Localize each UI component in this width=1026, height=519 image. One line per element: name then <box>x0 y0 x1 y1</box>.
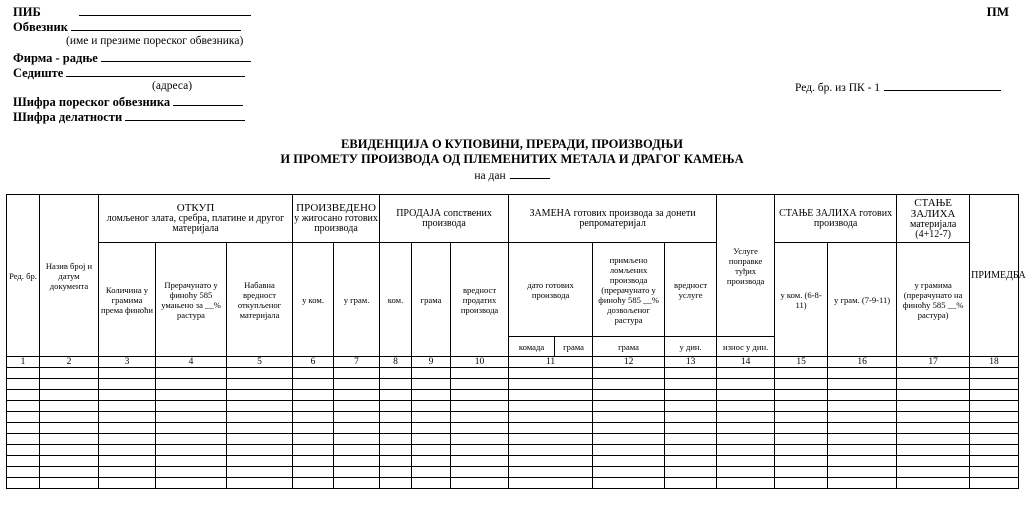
table-cell[interactable] <box>451 401 509 412</box>
table-cell[interactable] <box>380 401 412 412</box>
header-proizvedeno-kom: у ком. <box>293 243 334 357</box>
table-cell[interactable] <box>509 390 593 401</box>
header-nabavna: Набавна вредност откупљеног материјала <box>227 243 293 357</box>
column-numbers-row <box>7 357 1019 368</box>
table-cell[interactable] <box>156 434 227 445</box>
col-number: 14 <box>717 357 775 368</box>
table-cell[interactable] <box>293 445 334 456</box>
table-cell[interactable] <box>897 368 970 379</box>
table-cell[interactable] <box>412 368 451 379</box>
header-stanje-gram: у грам. (7-9-11) <box>828 243 897 357</box>
col-number: 18 <box>970 357 1019 368</box>
table-cell[interactable] <box>380 423 412 434</box>
table-cell[interactable] <box>665 478 717 489</box>
table-cell[interactable] <box>775 412 828 423</box>
table-row <box>7 445 1019 456</box>
header-otkup <box>99 195 293 243</box>
table-cell[interactable] <box>665 390 717 401</box>
table-cell[interactable] <box>828 401 897 412</box>
table-row <box>7 456 1019 467</box>
table-cell[interactable] <box>40 445 99 456</box>
table-cell[interactable] <box>775 390 828 401</box>
form-code: ПМ <box>986 4 1009 19</box>
proizvedeno-sub: у жигосано готових производа <box>294 213 378 234</box>
table-cell[interactable] <box>293 390 334 401</box>
pib-label: ПИБ <box>13 5 41 19</box>
table-cell[interactable] <box>775 423 828 434</box>
table-cell[interactable] <box>717 401 775 412</box>
table-cell[interactable] <box>897 412 970 423</box>
table-cell[interactable] <box>380 379 412 390</box>
table-cell[interactable] <box>828 423 897 434</box>
na-dan-input-line[interactable] <box>510 167 550 179</box>
table-cell[interactable] <box>227 456 293 467</box>
table-cell[interactable] <box>412 467 451 478</box>
table-cell[interactable] <box>293 379 334 390</box>
table-cell[interactable] <box>156 412 227 423</box>
table-row <box>7 379 1019 390</box>
table-cell[interactable] <box>412 478 451 489</box>
table-cell[interactable] <box>775 379 828 390</box>
header-prodaja: ПРОДАЈА сопствених производа <box>380 195 509 243</box>
table-cell[interactable] <box>156 445 227 456</box>
table-cell[interactable] <box>593 467 665 478</box>
table-cell[interactable] <box>293 478 334 489</box>
table-cell[interactable] <box>99 379 156 390</box>
table-cell[interactable] <box>897 478 970 489</box>
header-primedba: ПРИМЕДБА <box>970 195 1019 357</box>
table-cell[interactable] <box>970 401 1019 412</box>
table-cell[interactable] <box>334 379 380 390</box>
table-cell[interactable] <box>156 401 227 412</box>
sediste-label: Седиште <box>13 66 64 80</box>
proizvedeno-title: ПРОИЗВЕДЕНО <box>296 202 376 214</box>
table-cell[interactable] <box>227 401 293 412</box>
table-cell[interactable] <box>334 368 380 379</box>
header-u-gramima: у грамима (прерачунато на финоћу 585 __% растура) <box>897 243 970 357</box>
table-cell[interactable] <box>451 434 509 445</box>
sifra-delatnosti-field[interactable] <box>13 109 245 125</box>
header-stanje-kom: у ком. (6-8-11) <box>775 243 828 357</box>
table-cell[interactable] <box>593 445 665 456</box>
obveznik-field[interactable] <box>13 19 241 35</box>
table-cell[interactable] <box>227 423 293 434</box>
table-cell[interactable] <box>451 390 509 401</box>
table-cell[interactable] <box>970 368 1019 379</box>
table-cell[interactable] <box>334 423 380 434</box>
table-cell[interactable] <box>227 390 293 401</box>
header-kolicina: Количина у грамима према финоћи <box>99 243 156 357</box>
table-cell[interactable] <box>227 434 293 445</box>
table-cell[interactable] <box>717 456 775 467</box>
table-cell[interactable] <box>99 478 156 489</box>
table-cell[interactable] <box>293 423 334 434</box>
pib-field[interactable] <box>13 4 251 20</box>
table-cell[interactable] <box>7 467 40 478</box>
sifra-obveznika-input-line[interactable] <box>173 94 243 106</box>
table-row <box>7 467 1019 478</box>
table-cell[interactable] <box>775 456 828 467</box>
title-line-2: И ПРОМЕТУ ПРОИЗВОДА ОД ПЛЕМЕНИТИХ МЕТАЛА И ДРАГОГ КАМЕЊА <box>280 152 744 166</box>
table-cell[interactable] <box>7 401 40 412</box>
table-cell[interactable] <box>665 379 717 390</box>
table-cell[interactable] <box>717 412 775 423</box>
table-cell[interactable] <box>717 368 775 379</box>
table-cell[interactable] <box>897 390 970 401</box>
otkup-sub: ломљеног злата, сребра, платине и другог материјала <box>106 213 285 234</box>
table-cell[interactable] <box>897 423 970 434</box>
table-cell[interactable] <box>509 368 593 379</box>
table-row <box>7 401 1019 412</box>
sifra-delatnosti-label: Шифра делатности <box>13 110 123 124</box>
table-cell[interactable] <box>451 467 509 478</box>
table-cell[interactable] <box>156 390 227 401</box>
adresa-hint: (адреса) <box>152 80 193 92</box>
table-cell[interactable] <box>665 434 717 445</box>
table-cell[interactable] <box>593 401 665 412</box>
table-cell[interactable] <box>665 467 717 478</box>
table-cell[interactable] <box>293 434 334 445</box>
table-cell[interactable] <box>509 379 593 390</box>
table-row <box>7 390 1019 401</box>
table-cell[interactable] <box>156 467 227 478</box>
table-cell[interactable] <box>665 456 717 467</box>
table-cell[interactable] <box>40 478 99 489</box>
table-cell[interactable] <box>451 368 509 379</box>
header-usluge: Услуге поправке туђих производа <box>717 195 775 337</box>
table-cell[interactable] <box>970 445 1019 456</box>
table-cell[interactable] <box>334 478 380 489</box>
table-cell[interactable] <box>451 456 509 467</box>
table-cell[interactable] <box>717 478 775 489</box>
table-cell[interactable] <box>156 456 227 467</box>
table-cell[interactable] <box>227 478 293 489</box>
table-cell[interactable] <box>828 445 897 456</box>
table-cell[interactable] <box>334 467 380 478</box>
table-cell[interactable] <box>828 368 897 379</box>
red-br-field[interactable] <box>795 79 1001 94</box>
table-cell[interactable] <box>380 467 412 478</box>
table-cell[interactable] <box>40 379 99 390</box>
table-cell[interactable] <box>293 467 334 478</box>
table-cell[interactable] <box>509 467 593 478</box>
table-cell[interactable] <box>775 434 828 445</box>
table-cell[interactable] <box>509 412 593 423</box>
table-cell[interactable] <box>412 456 451 467</box>
header-grama2: грама <box>555 337 593 357</box>
table-cell[interactable] <box>40 423 99 434</box>
table-cell[interactable] <box>593 390 665 401</box>
table-cell[interactable] <box>828 412 897 423</box>
table-cell[interactable] <box>40 368 99 379</box>
table-cell[interactable] <box>897 401 970 412</box>
table-cell[interactable] <box>99 467 156 478</box>
header-u-din: у дин. <box>665 337 717 357</box>
table-row <box>7 412 1019 423</box>
table-row <box>7 423 1019 434</box>
sediste-field[interactable] <box>13 65 245 81</box>
table-cell[interactable] <box>293 456 334 467</box>
col-number: 7 <box>334 357 380 368</box>
table-cell[interactable] <box>593 412 665 423</box>
header-stanje-zaliha: СТАЊЕ ЗАЛИХА готових производа <box>775 195 897 243</box>
table-cell[interactable] <box>7 434 40 445</box>
header-red-br: Ред. бр. <box>7 195 40 357</box>
header-vrednost-prodatih: вредност продатих производа <box>451 243 509 357</box>
evidence-table <box>6 194 1026 489</box>
table-cell[interactable] <box>156 368 227 379</box>
table-cell[interactable] <box>293 412 334 423</box>
table-cell[interactable] <box>828 467 897 478</box>
col-number: 4 <box>156 357 227 368</box>
pib-input-line[interactable] <box>79 4 251 16</box>
sifra-obveznika-field[interactable] <box>13 94 243 110</box>
table-row <box>7 434 1019 445</box>
table-cell[interactable] <box>293 368 334 379</box>
table-cell[interactable] <box>99 412 156 423</box>
firma-label: Фирма - радње <box>13 51 98 65</box>
table-cell[interactable] <box>717 434 775 445</box>
stanje-mat-title: СТАЊЕ ЗАЛИХА <box>910 196 956 220</box>
table-cell[interactable] <box>775 401 828 412</box>
table-cell[interactable] <box>227 379 293 390</box>
table-cell[interactable] <box>227 445 293 456</box>
header-proizvedeno <box>293 195 380 243</box>
table-cell[interactable] <box>897 379 970 390</box>
table-cell[interactable] <box>970 434 1019 445</box>
col-number: 16 <box>828 357 897 368</box>
col-number: 17 <box>897 357 970 368</box>
table-cell[interactable] <box>593 423 665 434</box>
table-cell[interactable] <box>775 467 828 478</box>
table-cell[interactable] <box>99 401 156 412</box>
table-cell[interactable] <box>717 423 775 434</box>
header-dato-gotovih: дато готових производа <box>509 243 593 337</box>
obveznik-input-line[interactable] <box>71 19 241 31</box>
table-cell[interactable] <box>334 445 380 456</box>
table-cell[interactable] <box>99 434 156 445</box>
table-cell[interactable] <box>970 390 1019 401</box>
table-cell[interactable] <box>7 445 40 456</box>
table-cell[interactable] <box>7 368 40 379</box>
table-cell[interactable] <box>7 478 40 489</box>
sediste-input-line[interactable] <box>66 65 245 77</box>
table-cell[interactable] <box>380 368 412 379</box>
header-proizvedeno-gram: у грам. <box>334 243 380 357</box>
table-cell[interactable] <box>593 368 665 379</box>
table-cell[interactable] <box>99 368 156 379</box>
table-cell[interactable] <box>775 368 828 379</box>
table-cell[interactable] <box>156 478 227 489</box>
table-cell[interactable] <box>380 412 412 423</box>
table-cell[interactable] <box>412 434 451 445</box>
firma-input-line[interactable] <box>101 50 251 62</box>
obveznik-label: Обвезник <box>13 20 68 34</box>
col-number: 9 <box>412 357 451 368</box>
table-cell[interactable] <box>380 478 412 489</box>
table-cell[interactable] <box>970 412 1019 423</box>
table-cell[interactable] <box>227 412 293 423</box>
table-cell[interactable] <box>828 456 897 467</box>
sifra-obveznika-label: Шифра пореског обвезника <box>13 95 171 109</box>
table-cell[interactable] <box>593 379 665 390</box>
table-cell[interactable] <box>665 423 717 434</box>
obveznik-hint: (име и презиме пореског обвезника) <box>66 35 244 47</box>
table-cell[interactable] <box>970 467 1019 478</box>
table-cell[interactable] <box>293 401 334 412</box>
table-cell[interactable] <box>665 445 717 456</box>
stanje-mat-sub: материјала (4+12-7) <box>909 218 957 240</box>
table-cell[interactable] <box>40 390 99 401</box>
col-number: 3 <box>99 357 156 368</box>
header-naziv: Назив број и датум документа <box>40 195 99 357</box>
table-cell[interactable] <box>717 379 775 390</box>
table-cell[interactable] <box>99 423 156 434</box>
header-komada: комада <box>509 337 555 357</box>
table-cell[interactable] <box>99 390 156 401</box>
table-cell[interactable] <box>380 434 412 445</box>
table-cell[interactable] <box>665 412 717 423</box>
col-number: 12 <box>593 357 665 368</box>
table-cell[interactable] <box>828 478 897 489</box>
table-cell[interactable] <box>717 390 775 401</box>
table-cell[interactable] <box>970 423 1019 434</box>
table-cell[interactable] <box>156 379 227 390</box>
na-dan-field[interactable] <box>0 167 1024 182</box>
table-cell[interactable] <box>593 478 665 489</box>
table-cell[interactable] <box>412 423 451 434</box>
table-cell[interactable] <box>897 445 970 456</box>
table-cell[interactable] <box>40 456 99 467</box>
table-cell[interactable] <box>99 445 156 456</box>
table-cell[interactable] <box>509 456 593 467</box>
table-cell[interactable] <box>99 456 156 467</box>
table-row <box>7 478 1019 489</box>
table-cell[interactable] <box>451 478 509 489</box>
table-cell[interactable] <box>970 456 1019 467</box>
header-iznos: износ у дин. <box>717 337 775 357</box>
table-cell[interactable] <box>717 467 775 478</box>
table-cell[interactable] <box>509 401 593 412</box>
table-cell[interactable] <box>970 379 1019 390</box>
table-cell[interactable] <box>380 445 412 456</box>
col-number: 6 <box>293 357 334 368</box>
col-number: 5 <box>227 357 293 368</box>
table-cell[interactable] <box>412 412 451 423</box>
table-cell[interactable] <box>593 456 665 467</box>
table-cell[interactable] <box>334 434 380 445</box>
table-cell[interactable] <box>334 412 380 423</box>
title-line-1: ЕВИДЕНЦИЈА О КУПОВИНИ, ПРЕРАДИ, ПРОИЗВОДЊИ <box>341 137 683 151</box>
header-vrednost-usluge: вредност услуге <box>665 243 717 337</box>
header-grama3: грама <box>593 337 665 357</box>
col-number: 13 <box>665 357 717 368</box>
col-number: 2 <box>40 357 99 368</box>
table-cell[interactable] <box>227 368 293 379</box>
table-cell[interactable] <box>828 379 897 390</box>
col-number: 11 <box>509 357 593 368</box>
table-cell[interactable] <box>509 478 593 489</box>
table-cell[interactable] <box>970 478 1019 489</box>
table-cell[interactable] <box>7 412 40 423</box>
table-cell[interactable] <box>451 379 509 390</box>
table-cell[interactable] <box>40 467 99 478</box>
table-cell[interactable] <box>156 423 227 434</box>
table-cell[interactable] <box>509 445 593 456</box>
table-cell[interactable] <box>717 445 775 456</box>
header-prodaja-grama: грама <box>412 243 451 357</box>
table-cell[interactable] <box>334 390 380 401</box>
na-dan-label: на дан <box>474 170 506 182</box>
table-cell[interactable] <box>40 412 99 423</box>
table-cell[interactable] <box>451 423 509 434</box>
table-cell[interactable] <box>593 434 665 445</box>
table-cell[interactable] <box>227 467 293 478</box>
table-cell[interactable] <box>412 390 451 401</box>
table-cell[interactable] <box>7 379 40 390</box>
col-number: 1 <box>7 357 40 368</box>
red-br-input-line[interactable] <box>884 79 1001 91</box>
table-cell[interactable] <box>828 390 897 401</box>
header-preracunato: Прерачунато у финоћу 585 умањено за __% растура <box>156 243 227 357</box>
table-cell[interactable] <box>451 412 509 423</box>
otkup-title: ОТКУП <box>176 202 215 214</box>
sifra-delatnosti-input-line[interactable] <box>125 109 245 121</box>
col-number: 15 <box>775 357 828 368</box>
firma-field[interactable] <box>13 50 251 66</box>
table-cell[interactable] <box>7 390 40 401</box>
table-cell[interactable] <box>40 434 99 445</box>
header-zamena: ЗАМЕНА готових производа за донети репроматеријал <box>509 195 717 243</box>
table-cell[interactable] <box>775 445 828 456</box>
col-number: 10 <box>451 357 509 368</box>
table-cell[interactable] <box>451 445 509 456</box>
entry-rows <box>7 368 1019 489</box>
table-row <box>7 368 1019 379</box>
table-cell[interactable] <box>775 478 828 489</box>
red-br-label: Ред. бр. из ПК - 1 <box>795 82 881 94</box>
table-cell[interactable] <box>7 423 40 434</box>
table-cell[interactable] <box>897 467 970 478</box>
table-cell[interactable] <box>828 434 897 445</box>
table-cell[interactable] <box>334 456 380 467</box>
table-cell[interactable] <box>380 456 412 467</box>
table-cell[interactable] <box>380 390 412 401</box>
table-cell[interactable] <box>412 379 451 390</box>
table-cell[interactable] <box>897 456 970 467</box>
table-cell[interactable] <box>897 434 970 445</box>
table-cell[interactable] <box>509 434 593 445</box>
header-primljeno: примљено ломљених производа (прерачунато у финоћу 585 __% дозвољеног растура <box>593 243 665 337</box>
col-number: 8 <box>380 357 412 368</box>
table-cell[interactable] <box>509 423 593 434</box>
table-cell[interactable] <box>665 368 717 379</box>
table-cell[interactable] <box>334 401 380 412</box>
header-prodaja-kom: ком. <box>380 243 412 357</box>
table-cell[interactable] <box>7 456 40 467</box>
table-cell[interactable] <box>412 445 451 456</box>
table-cell[interactable] <box>40 401 99 412</box>
table-cell[interactable] <box>412 401 451 412</box>
header-stanje-materijala <box>897 195 970 243</box>
table-cell[interactable] <box>665 401 717 412</box>
